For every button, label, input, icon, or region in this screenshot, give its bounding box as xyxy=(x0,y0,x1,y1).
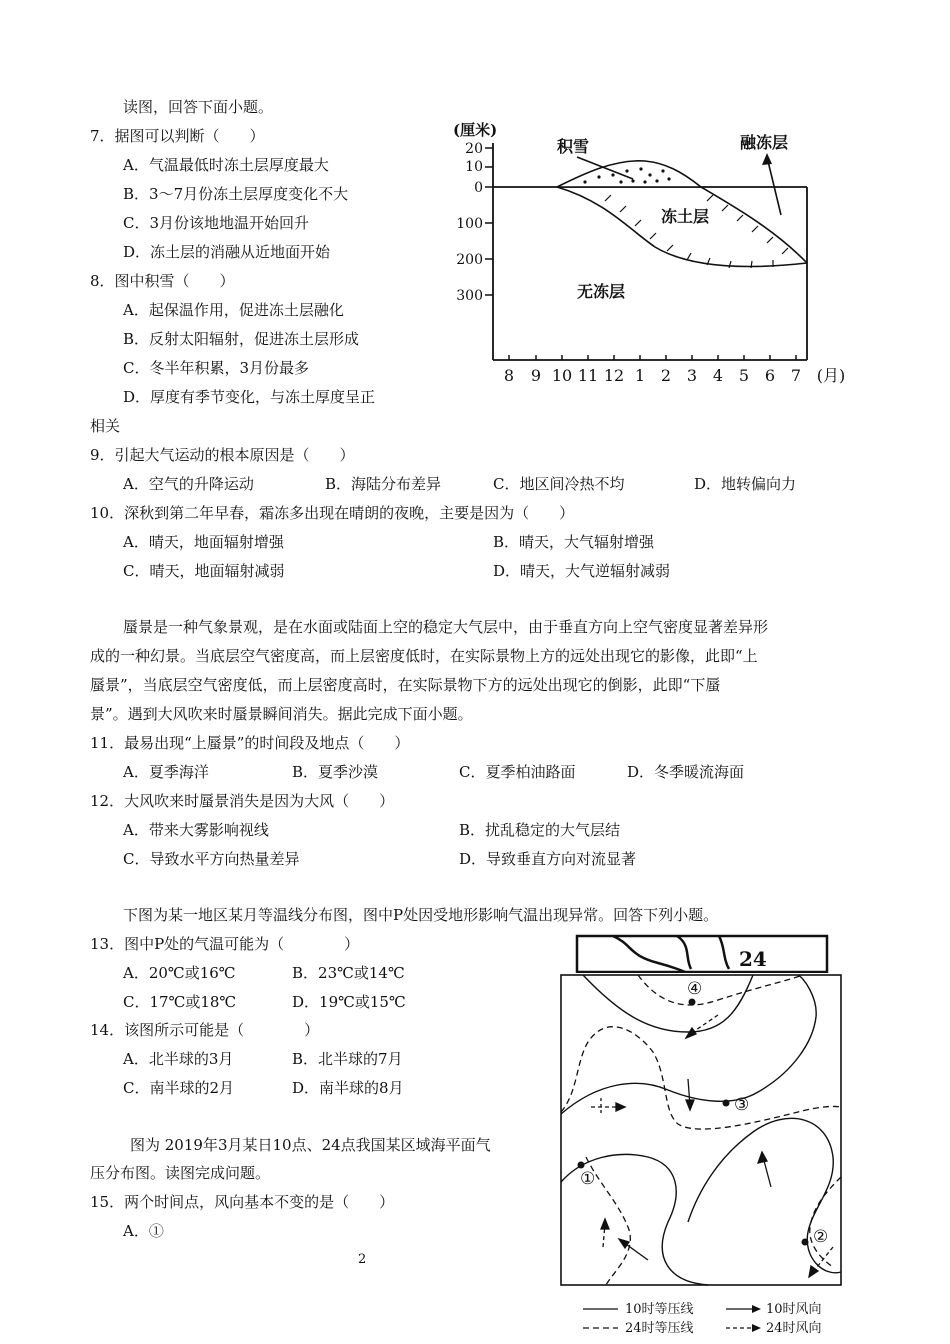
question-12-stem: 12．大风吹来时蜃景消失是因为大风（ ） xyxy=(90,792,395,810)
month-label: 10 xyxy=(551,366,573,385)
point-1-label: ① xyxy=(580,1169,596,1189)
y-tick: 300 xyxy=(456,288,483,304)
passage-mirage-line2: 成的一种幻景。当底层空气密度高，而上层密度低时，在实际景物上方的远处出现它的影像，此即“上 xyxy=(90,647,758,665)
q10-option-b: B．晴天，大气辐射增强 xyxy=(493,533,655,551)
frozen-hatching xyxy=(605,195,788,268)
question-15-stem: 15．两个时间点，风向基本不变的是（ ） xyxy=(90,1193,395,1211)
question-7-stem: 7．据图可以判断（ ） xyxy=(90,127,265,145)
isobars-10h xyxy=(561,975,841,1285)
q12-option-c: C．导致水平方向热量差异 xyxy=(123,850,300,868)
month-label: 3 xyxy=(686,366,698,385)
month-label: 6 xyxy=(764,366,776,385)
month-label: 9 xyxy=(530,366,542,385)
isotherm-frame xyxy=(577,936,827,972)
passage-mirage-line1: 蜃景是一种气象景观，是在水面或陆面上空的稳定大气层中，由于垂直方向上空气密度显著差异形 xyxy=(123,618,769,636)
question-10-stem: 10．深秋到第二年早春，霜冻多出现在晴朗的夜晚，主要是因为（ ） xyxy=(90,504,575,522)
snow-label: 积雪 xyxy=(557,137,590,156)
q10-option-c: C．晴天，地面辐射减弱 xyxy=(123,562,285,580)
page-number: 2 xyxy=(358,1252,367,1267)
legend-solid-isobar: 10时等压线 xyxy=(625,1302,694,1317)
q14-option-a: A．北半球的3月 xyxy=(123,1050,234,1068)
thaw-label: 融冻层 xyxy=(740,133,789,152)
isotherm-value-label: 24 xyxy=(739,947,767,971)
q7-option-b: B．3～7月份冻土层厚度变化不大 xyxy=(123,185,349,203)
legend-dashed-isobar: 24时等压线 xyxy=(625,1321,694,1336)
point-1-marker xyxy=(578,1162,585,1169)
month-label: 7 xyxy=(790,366,802,385)
q9-option-c: C．地区间冷热不均 xyxy=(493,475,625,493)
y-tick: 200 xyxy=(456,252,483,268)
q13-option-b: B．23℃或14℃ xyxy=(292,964,405,982)
q8-option-a: A．起保温作用，促进冻土层融化 xyxy=(123,301,344,319)
frozen-bottom-line xyxy=(557,187,807,266)
isotherm-line xyxy=(719,936,729,969)
passage-mirage-line3: 蜃景”，当底层空气密度低，而上层密度高时，在实际景物下方的远处出现它的倒影，此即“下蜃 xyxy=(90,676,721,694)
month-label: 11 xyxy=(577,366,599,385)
passage-mirage-line4: 景”。遇到大风吹来时蜃景瞬间消失。据此完成下面小题。 xyxy=(90,705,473,723)
q11-option-c: C．夏季柏油路面 xyxy=(459,763,576,781)
q12-option-a: A．带来大雾影响视线 xyxy=(123,821,269,839)
q15-option-a: A．① xyxy=(123,1222,164,1240)
passage-pressure-line1: 图为 2019年3月某日10点、24点我国某区域海平面气 xyxy=(130,1136,491,1154)
q8-option-d: D．厚度有季节变化，与冻土厚度呈正 xyxy=(123,388,376,406)
legend-dashed-wind-head xyxy=(752,1324,761,1332)
legend-solid-wind-head xyxy=(752,1305,761,1313)
isotherm-line xyxy=(677,936,691,969)
passage-pressure-line2: 压分布图。读图完成问题。 xyxy=(90,1164,271,1182)
month-label: 2 xyxy=(660,366,672,385)
q10-option-d: D．晴天，大气逆辐射减弱 xyxy=(493,562,671,580)
isobars-24h xyxy=(561,975,841,1285)
question-13-stem: 13．图中P处的气温可能为（ ） xyxy=(90,935,360,953)
map-frame xyxy=(561,975,841,1285)
y-tick: 10 xyxy=(465,159,483,175)
point-2-label: ② xyxy=(813,1227,829,1247)
y-tick: 0 xyxy=(474,180,483,196)
q10-option-a: A．晴天，地面辐射增强 xyxy=(123,533,284,551)
thaw-line xyxy=(701,187,807,263)
isotherm-line xyxy=(613,936,685,972)
point-3-marker xyxy=(723,1100,730,1107)
q13-option-d: D．19℃或15℃ xyxy=(292,993,406,1011)
q12-option-b: B．扰乱稳定的大气层结 xyxy=(459,821,621,839)
month-label: 4 xyxy=(712,366,724,385)
q12-option-d: D．导致垂直方向对流显著 xyxy=(459,850,637,868)
map-legend xyxy=(583,1301,822,1336)
month-label: 1 xyxy=(634,366,646,385)
month-label: 12 xyxy=(603,366,625,385)
legend-dashed-wind: 24时风向 xyxy=(766,1321,822,1336)
point-3-label: ③ xyxy=(734,1095,750,1115)
permafrost-figure xyxy=(445,115,865,390)
q7-option-a: A．气温最低时冻土层厚度最大 xyxy=(123,156,329,174)
q7-option-c: C．3月份该地地温开始回升 xyxy=(123,214,310,232)
q8-option-d-cont: 相关 xyxy=(90,417,121,435)
q14-option-d: D．南半球的8月 xyxy=(292,1079,404,1097)
y-tick-marks xyxy=(485,148,493,295)
y-tick: 100 xyxy=(456,216,483,232)
snow-layer-shape xyxy=(557,161,701,187)
q7-option-d: D．冻土层的消融从近地面开始 xyxy=(123,243,331,261)
q8-option-c: C．冬半年积累，3月份最多 xyxy=(123,359,310,377)
wind-arrows xyxy=(591,1015,833,1277)
y-unit-label: (厘米) xyxy=(453,121,498,139)
point-4-label: ④ xyxy=(687,979,703,999)
frozen-label: 冻土层 xyxy=(661,207,710,226)
month-label: 5 xyxy=(738,366,750,385)
question-11-stem: 11．最易出现“上蜃景”的时间段及地点（ ） xyxy=(90,734,410,752)
unfrozen-label: 无冻层 xyxy=(577,282,626,301)
x-unit-label: (月) xyxy=(816,366,846,385)
isotherm-figure xyxy=(573,933,835,973)
q11-option-a: A．夏季海洋 xyxy=(123,763,209,781)
question-14-stem: 14．该图所示可能是（ ） xyxy=(90,1021,320,1039)
question-8-stem: 8．图中积雪（ ） xyxy=(90,272,235,290)
month-label: 8 xyxy=(503,366,515,385)
y-tick: 20 xyxy=(465,141,483,157)
pressure-map-figure xyxy=(558,972,848,1340)
thaw-pointer xyxy=(767,157,781,215)
q13-option-c: C．17℃或18℃ xyxy=(123,993,237,1011)
legend-solid-wind: 10时风向 xyxy=(766,1302,822,1317)
passage-isotherm: 下图为某一地区某月等温线分布图，图中P处因受地形影响气温出现异常。回答下列小题。 xyxy=(123,906,719,924)
q9-option-b: B．海陆分布差异 xyxy=(325,475,442,493)
q14-option-c: C．南半球的2月 xyxy=(123,1079,235,1097)
map-points xyxy=(578,979,829,1247)
question-9-stem: 9．引起大气运动的根本原因是（ ） xyxy=(90,446,355,464)
point-4-marker xyxy=(689,999,696,1006)
q9-option-a: A．空气的升降运动 xyxy=(123,475,254,493)
thaw-pointer-head xyxy=(762,153,772,165)
q13-option-a: A．20℃或16℃ xyxy=(123,964,236,982)
intro-text: 读图，回答下面小题。 xyxy=(123,98,274,116)
q9-option-d: D．地转偏向力 xyxy=(694,475,797,493)
q8-option-b: B．反射太阳辐射，促进冻土层形成 xyxy=(123,330,360,348)
q11-option-b: B．夏季沙漠 xyxy=(292,763,379,781)
q14-option-b: B．北半球的7月 xyxy=(292,1050,403,1068)
q11-option-d: D．冬季暖流海面 xyxy=(627,763,745,781)
point-2-marker xyxy=(802,1239,809,1246)
